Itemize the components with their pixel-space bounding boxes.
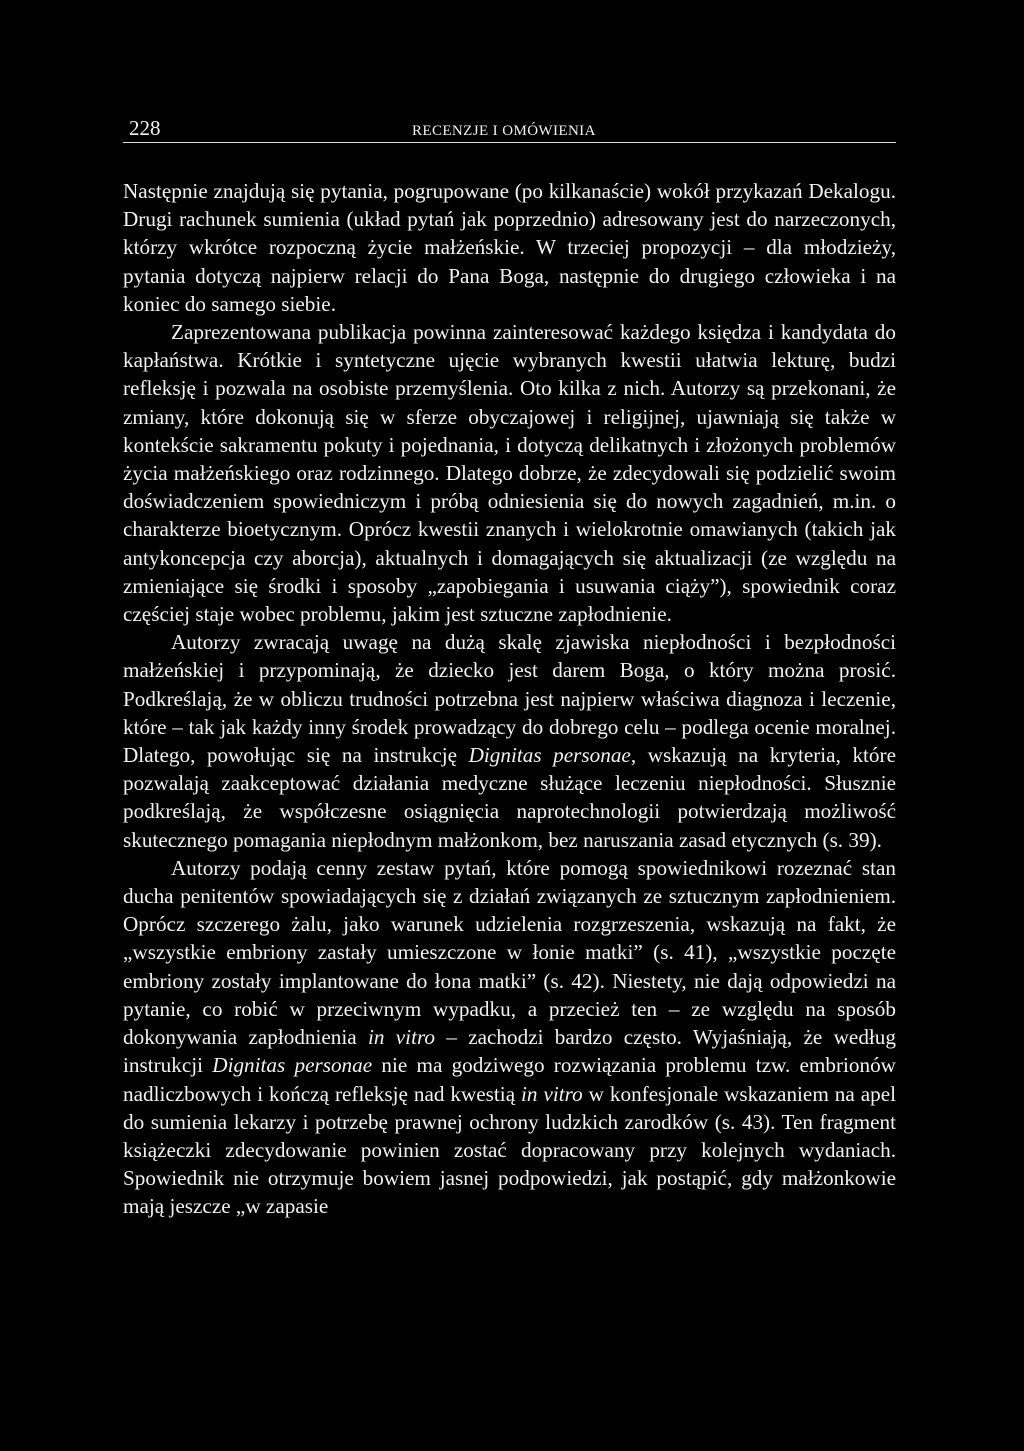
italic-title: Dignitas personae bbox=[468, 743, 631, 768]
paragraph-text: Zaprezentowana publikacja powinna zainteresować każdego księdza i kandydata do kapłaństwa. Krótkie i syntetyczne ujęcie wybranych kwestii ułatwia lekturę, budzi refleksję i pozwala na osobiste przemyślenia. Oto kilka z nich. Autorzy są przekonani, że zmiany, które dokonują się w sferze obyczajowej i religijnej, ujawniają się także w kontekście sakramentu pokuty i pojednania, i dotyczą delikatnych i złożonych problemów życia małżeńskiego oraz rodzinnego. Dlatego dobrze, że zdecydowali się podzielić swoim doświadczeniem spowiedniczym i próbą odniesienia się do nowych zagadnień, m.in. o charakterze bioetycznym. Oprócz kwestii znanych i wielokrotnie omawianych (takich jak antykoncepcja czy aborcja), aktualnych i domagających się aktualizacji (ze względu na zmieniające się środki i sposoby „zapobiegania i usuwania ciąży”), spowiednik coraz częściej staje wobec problemu, jakim jest sztuczne zapłodnienie. bbox=[123, 320, 896, 627]
paragraph-text: nie ma godziwego rozwiązania problemu tzw. embrionów nadliczbowych i kończą refleksję nad kwestią bbox=[123, 1053, 896, 1106]
paragraph-text: Autorzy zwracają uwagę na dużą skalę zjawiska niepłodności i bezpłodności małżeńskiej i przypominają, że dziecko jest darem Boga, o który można prosić. Podkreślają, że w obliczu trudności potrzebna jest najpierw właściwa diagnoza i leczenie, które – tak jak każdy inny środek prowadzący do dobrego celu – podlega ocenie moralnej. Dlatego, powołując się na instrukcję bbox=[123, 630, 896, 768]
running-head: RECENZJE I OMÓWIENIA bbox=[412, 123, 596, 139]
paragraph-1 bbox=[123, 177, 896, 318]
document-page bbox=[123, 116, 896, 1221]
italic-title: Dignitas personae bbox=[212, 1053, 373, 1078]
paragraph-text: , wskazują na kryteria, które pozwalają zaakceptować działania medyczne służące leczeniu niepłodności. Słusznie podkreślają, że współczesne osiągnięcia naprotechnologii potwierdzają możliwość skutecznego pomagania niepłodnym małżonkom, bez naruszania zasad etycznych (s. 39). bbox=[123, 743, 896, 852]
paragraph-text: Następnie znajdują się pytania, pogrupowane (po kilkanaście) wokół przykazań Dekalogu. Drugi rachunek sumienia (układ pytań jak poprzednio) adresowany jest do narzeczonych, którzy wkrótce rozpoczną życie małżeńskie. W trzeciej propozycji – dla młodzieży, pytania dotyczą najpierw relacji do Pana Boga, następnie do drugiego człowieka i na koniec do samego siebie. bbox=[123, 179, 896, 316]
page-number: 228 bbox=[129, 116, 161, 140]
paragraph-text: Autorzy podają cenny zestaw pytań, które pomogą spowiednikowi rozeznać stan ducha penitentów spowiadających się z działań związanych ze sztucznym zapłodnieniem. Oprócz szczerego żalu, jako warunek udzielenia rozgrzeszenia, wskazują na fakt, że „wszystkie embriony zastały umieszczone w łonie matki” (s. 41), „wszystkie poczęte embriony zostały implantowane do łona matki” (s. 42). Niestety, nie dają odpowiedzi na pytanie, co robić w przeciwnym wypadku, a przecież ten – ze względu na sposób dokonywania zapłodnienia bbox=[123, 855, 896, 1050]
paragraph-4 bbox=[123, 854, 896, 1221]
page-header bbox=[123, 116, 896, 143]
body-text bbox=[123, 177, 896, 1221]
italic-term: in vitro bbox=[521, 1081, 583, 1106]
paragraph-text: w konfesjonale wskazaniem na apel do sumienia lekarzy i potrzebę prawnej ochrony ludzkich zarodków (s. 43). Ten fragment książeczki zdecydowanie powinien zostać dopracowany przy kolejnych wydaniach. Spowiednik nie otrzymuje bowiem jasnej podpowiedzi, jak postąpić, gdy małżonkowie mają jeszcze „w zapasie bbox=[123, 1081, 896, 1219]
italic-term: in vitro bbox=[368, 1025, 436, 1050]
paragraph-3 bbox=[123, 628, 896, 854]
paragraph-text: – zachodzi bardzo często. Wyjaśniają, że według instrukcji bbox=[123, 1025, 896, 1078]
paragraph-2 bbox=[123, 318, 896, 628]
